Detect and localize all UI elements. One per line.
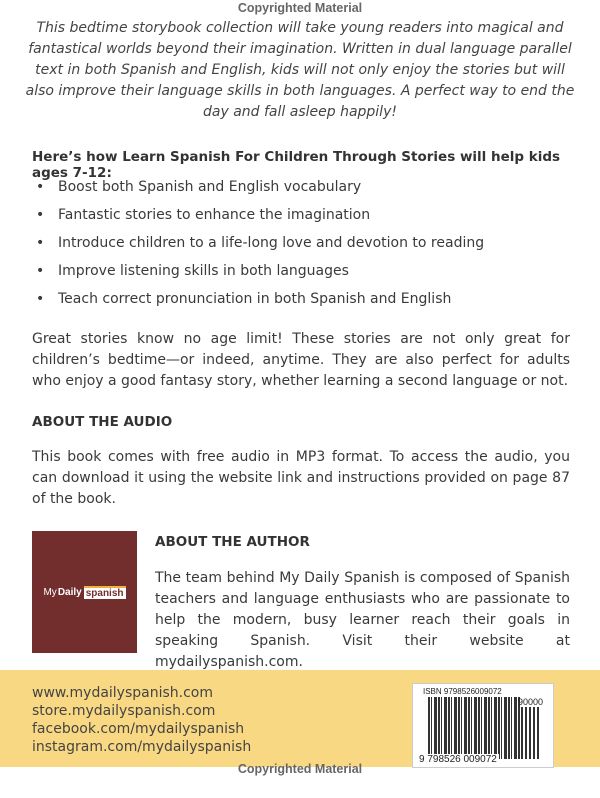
logo-my: My [43,586,57,598]
my-daily-spanish-logo [32,531,137,653]
benefits-list [32,176,484,316]
store-link[interactable]: store.mydailyspanish.com [32,703,216,719]
copyright-watermark-top: Copyrighted Material [237,1,363,15]
barcode-bars [428,697,520,759]
audio-heading: ABOUT THE AUDIO [32,414,173,430]
isbn-barcode [412,683,554,768]
list-item: • Teach correct pronunciation in both Spanish and English [32,288,484,316]
addon-bars [521,707,541,759]
copyright-watermark-bottom: Copyrighted Material [237,762,363,776]
instagram-link[interactable]: instagram.com/mydailyspanish [32,739,252,755]
list-item: • Improve listening skills in both languages [32,260,484,288]
list-item: • Fantastic stories to enhance the imagination [32,204,484,232]
facebook-link[interactable]: facebook.com/mydailyspanish [32,721,245,737]
footer-band [0,670,600,767]
author-heading: ABOUT THE AUTHOR [155,534,310,550]
benefits-heading: Here’s how Learn Spanish For Children Through Stories will help kids ages 7-12: [32,149,561,181]
logo-daily: Daily [57,586,82,598]
website-link[interactable]: www.mydailyspanish.com [32,685,214,701]
list-item: • Boost both Spanish and English vocabulary [32,176,484,204]
price-addon: 90000 [518,697,544,707]
links-list [32,684,251,756]
intro-paragraph: This bedtime storybook collection will take young readers into magical and fantastical worlds beyond their imagination. Written in dual language parallel text in both Spanish and English, kids will not only enjoy the stories but will also improve their language skills in both languages. A perfect way to end the day and fall asleep happily! [25,20,575,120]
author-text: The team behind My Daily Spanish is composed of Spanish teachers and language enthusiasts who are passionate to help the modern, busy learner reach their goals in speaking Spanish. Visit their website at mydailyspanish.com. [155,570,570,670]
isbn-text: ISBN 9798526009072 [423,687,502,696]
audio-text: This book comes with free audio in MP3 format. To access the audio, you can download it using the website link and instructions provided on page 87 of the book. [32,449,570,507]
ages-paragraph: Great stories know no age limit! These stories are not only great for children’s bedtime—or indeed, anytime. They are also perfect for adults who enjoy a good fantasy story, whether learning a second language or not. [32,331,570,389]
barcode-digits: 9 798526 009072 [419,754,497,765]
logo-spanish: spanish [85,587,124,599]
list-item: • Introduce children to a life-long love and devotion to reading [32,232,484,260]
